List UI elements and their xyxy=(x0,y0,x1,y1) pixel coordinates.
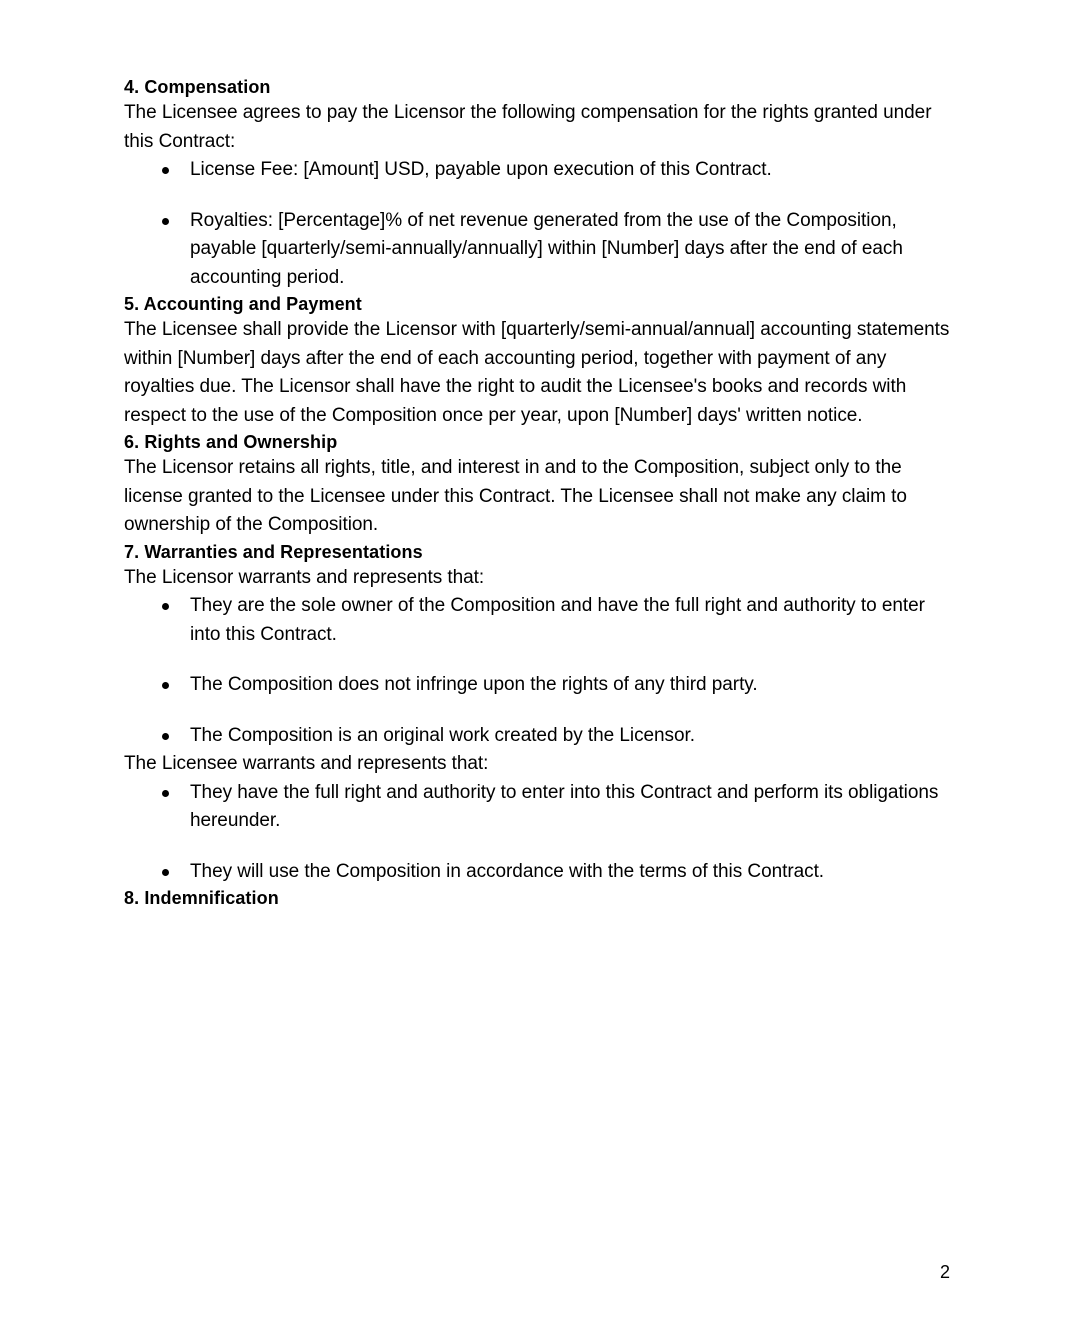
page-number: 2 xyxy=(939,1262,950,1282)
bullet-icon xyxy=(162,790,169,797)
paragraph-rights-and-ownership: The Licensor retains all rights, title, and interest in and to the Composition, subject only to the license granted to the Licensee under this Contract. The Licensee shall not make any claim to ownership of the Composition. xyxy=(124,457,907,535)
paragraph-licensor-warranties-intro: The Licensor warrants and represents that: xyxy=(124,566,485,588)
section-heading-indemnification: 8. Indemnification xyxy=(124,888,279,908)
list-item-label: They have the full right and authority to enter into this Contract and perform its obligations hereunder. xyxy=(190,781,939,831)
list-licensee-warranties xyxy=(124,779,950,887)
list-item xyxy=(124,207,950,293)
section-heading-compensation: 4. Compensation xyxy=(124,77,271,97)
list-licensor-warranties xyxy=(124,592,950,750)
bullet-icon xyxy=(162,218,169,225)
list-item-label: They are the sole owner of the Composition and have the full right and authority to enter into this Contract. xyxy=(190,595,925,645)
paragraph-compensation-intro: The Licensee agrees to pay the Licensor the following compensation for the rights granted under this Contract: xyxy=(124,102,932,152)
section-heading-warranties-and-representations: 7. Warranties and Representations xyxy=(124,541,423,562)
list-item xyxy=(124,858,950,887)
list-item xyxy=(124,779,950,836)
bullet-icon xyxy=(162,603,169,610)
list-item-label: License Fee: [Amount] USD, payable upon execution of this Contract. xyxy=(190,159,772,180)
list-item-label: Royalties: [Percentage]% of net revenue generated from the use of the Composition, payable [quarterly/semi-annually/annually] within [Number] days after the end of each accounting period. xyxy=(190,209,903,288)
list-item-label: The Composition is an original work created by the Licensor. xyxy=(190,724,695,746)
list-item xyxy=(124,671,950,700)
paragraph-accounting-and-payment: The Licensee shall provide the Licensor with [quarterly/semi-annual/annual] accounting statements within [Number] days after the end of each accounting period, together with payment of any royalties due. The Licensor shall have the right to audit the Licensee's books and records with respect to the use of the Composition once per year, upon [Number] days' written notice. xyxy=(124,319,950,426)
document-body xyxy=(124,75,950,910)
list-item-label: They will use the Composition in accordance with the terms of this Contract. xyxy=(190,860,825,882)
list-compensation-terms xyxy=(124,156,950,292)
section-heading-accounting-and-payment: 5. Accounting and Payment xyxy=(124,294,362,314)
bullet-icon xyxy=(162,167,169,174)
bullet-icon xyxy=(162,869,169,876)
list-item xyxy=(124,156,950,185)
bullet-icon xyxy=(162,733,169,740)
paragraph-licensee-warranties-intro: The Licensee warrants and represents that: xyxy=(124,753,489,774)
bullet-icon xyxy=(162,682,169,689)
section-heading-rights-and-ownership: 6. Rights and Ownership xyxy=(124,432,338,452)
list-item xyxy=(124,722,950,751)
list-item xyxy=(124,592,950,649)
list-item-label: The Composition does not infringe upon the rights of any third party. xyxy=(190,674,758,695)
